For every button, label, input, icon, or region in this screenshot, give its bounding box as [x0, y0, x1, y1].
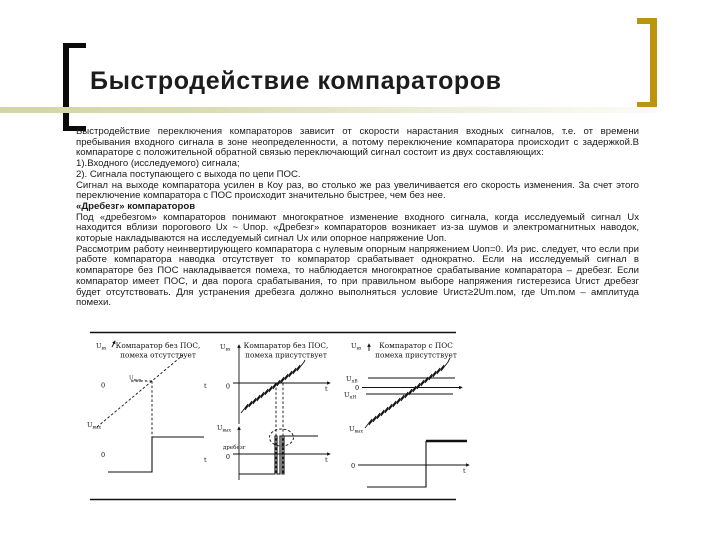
paragraph-hysteresis: Рассмотрим работу неинвертирующего компаратора с нулевым опорным напряжением Uоп=0. Из рис. следует, что если при работе компаратора наводка отсутствует то компаратор срабатывает однократно. Если на исследуемый сигнал в компараторе без ПОС накладывается помеха, то наблюдается многократное срабатывание компаратора – дребезг. Если компаратор имеет ПОС, и два порога срабатывания, то при правильном выборе напряжения гистерезиса Uгист дребезг будет отсутствовать. Для устранения дребезга должно выполняться условие Uгист≥2Um.пом, где Um.пом – амплитуда помехи.	[76, 243, 639, 309]
bracket-right-bar	[650, 18, 657, 108]
input-ramp-dashed	[97, 355, 183, 427]
output-step-waveform	[108, 437, 204, 472]
t-label: t	[463, 467, 466, 475]
uout-axis-label: $U_{вых}$	[349, 425, 363, 435]
output-bounce-waveform	[239, 436, 318, 474]
t-label: t	[204, 456, 207, 464]
uout-axis-label: $U_{вых}$	[217, 424, 231, 434]
title-underline	[0, 107, 657, 113]
zero-label: 0	[351, 462, 356, 470]
caption-line1: Компаратор без ПОС,	[243, 341, 329, 350]
zero-label: 0	[101, 381, 106, 390]
paragraph-item-1: 1).Входного (исследуемого) сигнала;	[76, 158, 240, 170]
caption-line1: Компаратор с ПОС	[379, 341, 453, 350]
noisy-input-signal	[365, 358, 450, 428]
lower-threshold-label: $U_{пН}$	[344, 391, 357, 401]
paragraph-intro: Быстродействие переключения компараторов зависит от скорости нарастания входных сигналов, т.е. от времени пребывания входного сигнала в зоне неопределенности, а потому переключение компаратора происходит с задержкой.В компараторе с положительной обратной связью переключающий сигнал состоит из двух составляющих:	[76, 126, 639, 159]
uin-axis-label: $U_{вх}$	[220, 343, 231, 353]
comparator-figure	[85, 330, 475, 505]
caption-line2: помеха отсутствует	[120, 350, 196, 360]
zero-label: 0	[225, 453, 230, 461]
zero-label: 0	[355, 384, 360, 392]
paragraph-item-2: 2). Сигнала поступающего с выхода по цепи ПОС.	[76, 168, 301, 180]
body-text	[76, 127, 639, 309]
bracket-left-top-arm	[63, 43, 86, 48]
diagram-no-pos-no-noise	[87, 341, 207, 472]
uin-axis-label: $U_{вх}$	[96, 342, 107, 352]
caption-line1: Компаратор без ПОС,	[115, 341, 201, 350]
t-label: t	[325, 456, 328, 464]
uin-arrow-icon	[112, 341, 115, 347]
caption-line2: помеха присутствует	[375, 350, 457, 360]
zero-label: 0	[101, 451, 106, 459]
output-step-low	[367, 441, 426, 487]
bracket-left-bar	[63, 43, 69, 131]
upor-label: $U_{пор}$	[129, 375, 142, 382]
uout-axis-label: $U_{вых}$	[87, 421, 101, 431]
zero-label: 0	[225, 382, 230, 391]
diagram-with-pos-with-noise	[344, 341, 469, 487]
paragraph-gain: Сигнал на выходе компаратора усилен в Коу раз, во столько же раз увеличивается его скорость изменения. За счет этого переключение компаратора с ПОС происходит значительно быстрее, чем без нее.	[76, 179, 639, 202]
diagram-no-pos-with-noise	[217, 341, 330, 480]
noisy-input-signal	[241, 360, 305, 413]
t-label: t	[325, 385, 328, 393]
paragraph-bounce-def: Под «дребезгом» компараторов понимают многократное изменение входного сигнала, когда исследуемый сигнал Uх находится вблизи порогового Uх ~ Uпор. «Дребезг» компараторов возникает из-за шумов и электромагнитных наводок, которые накладываются на исследуемый сигнал Uх или опорное напряжение Uоп.	[76, 211, 639, 245]
caption-line2: помеха присутствует	[245, 350, 327, 360]
uin-axis-label: $U_{вх}$	[351, 342, 362, 352]
slide-title: Быстродействие компараторов	[90, 67, 502, 95]
paragraph-heading-bounce: «Дребезг» компараторов	[76, 200, 196, 212]
bracket-right-top-arm	[637, 18, 657, 24]
bounce-label: дребезг	[223, 445, 246, 451]
upper-threshold-label: $U_{пВ}$	[346, 375, 358, 385]
t-label: t	[204, 382, 207, 390]
